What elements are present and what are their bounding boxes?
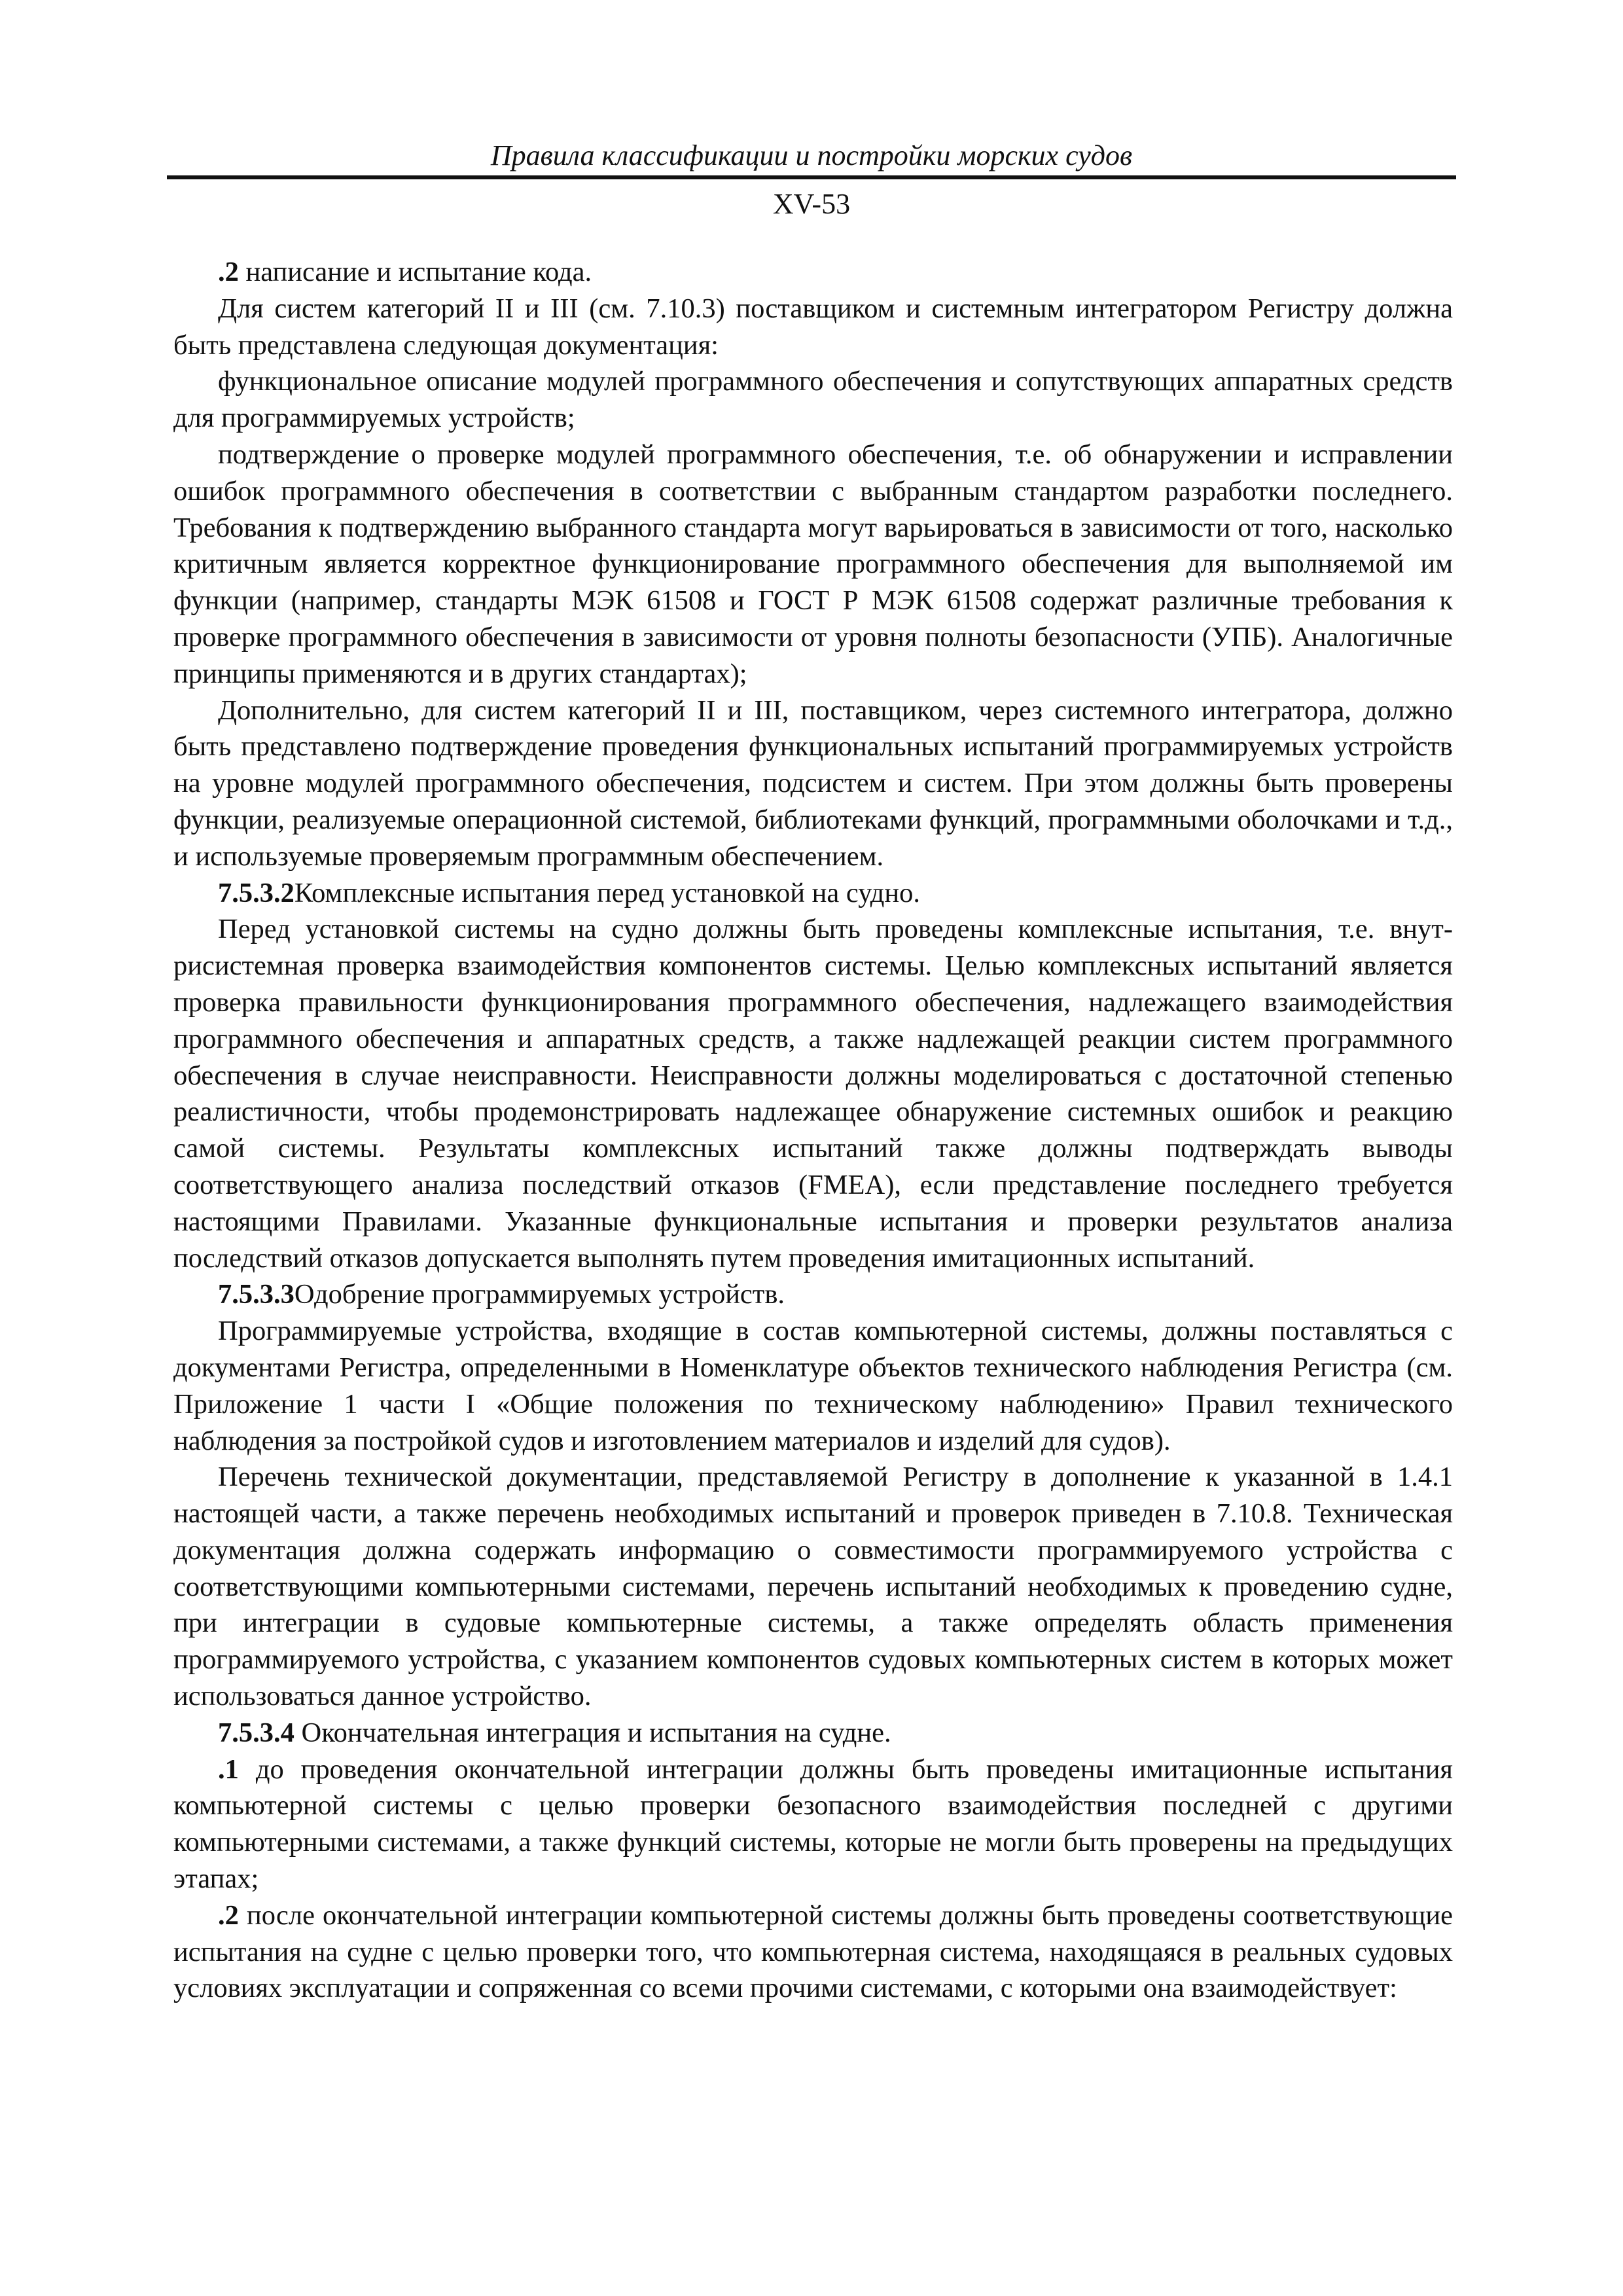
section-title: Окончательная интеграция и испытания на судне. (294, 1717, 891, 1748)
section-number: 7.5.3.3 (218, 1279, 294, 1310)
paragraph-programmable-devices: Программируемые устройства, входящие в состав компьютерной системы, должны поставляться с документами Регистра, определенными в Номенклатуре объектов технического наблюдения Регистра (см. Приложение 1 части I «Общие положения по техническому наблюдению» Правил технического наблюдения за постройкой судов и изготовлением материалов и изделий для судов). (173, 1316, 1453, 1456)
section-number: 7.5.3.4 (218, 1717, 294, 1748)
paragraph-text: до проведения окончательной интеграции должны быть проведены имитационные испытания компьютерной системы с целью проверки безопасного взаимодействия последней с другими компьютерными системами, а также функций системы, которые не могли быть проверены на предыдущих этапах; (173, 1753, 1453, 1895)
running-header-title: Правила классификации и постройки морских судов (490, 139, 1133, 171)
item-number: .2 (218, 257, 239, 287)
paragraph-item-2 (173, 254, 1453, 291)
paragraph-item-2-final (173, 1897, 1453, 2007)
document-body (173, 254, 1453, 2007)
paragraph-complex-tests: Перед установкой системы на судно должны быть проведены комплексные испытания, т.е. внутрисистемная проверка взаимодействия компонентов системы. Целью комплексных испытаний является проверка правильности функционирования программного обеспечения, надлежащего взаимодействия программного обеспечения и аппаратных средств, а также надлежащей реакции систем программного обеспечения в случае неисправности. Неисправности должны моделироваться с достаточной степенью реалистичности, чтобы продемонстрировать надлежащее обнаружение системных ошибок и реакцию самой системы. Результаты комплексных испытаний также должны подтверждать выводы соответствующего анализа последствий отказов (FMEA), если представление последнего требуется настоящими Правилами. Указанные функциональные испытания и проверки результатов анализа последствий отказов допускается выполнять путем проведения имитационных испытаний. (173, 914, 1453, 1274)
paragraph-technical-documentation: Перечень технической документации, представляемой Регистру в дополнение к указанной в 1.4.1 настоящей части, а также перечень необходимых испытаний и проверок приведен в 7.10.8. Техническая документация должна содержать информацию о совместимости программируемого устройства с соответствующими компьютерными системами, перечень испытаний необходимых к проведению судне, при интеграции в судовые компьютерные системы, а также определять область применения программируемого устройства, с указанием компонентов судовых компьютерных систем в которых может использоваться данное устройство. (173, 1462, 1453, 1712)
paragraph-text: написание и испытание кода. (238, 257, 592, 287)
section-heading-7-5-3-3 (173, 1276, 1453, 1313)
section-number: 7.5.3.2 (218, 877, 294, 908)
page-number: XV-53 (772, 188, 851, 220)
paragraph-text: после окончательной интеграции компьютерной системы должны быть проведены соответствующие испытания на судне с целью проверки того, что компьютерная система, находящаяся в реальных судовых условиях эксплуатации и сопряженная со всеми прочими системами, с которыми она взаимодействует: (173, 1899, 1453, 2004)
header-rule (167, 175, 1456, 179)
paragraph-verification-confirmation: подтверждение о проверке модулей программного обеспечения, т.е. об обнаружении и исправлении ошибок программного обеспечения в соответствии с выбранным стандартом разработки последнего. Требования к подтверждению выбранного стандарта могут варьироваться в зависимости от того, насколько критичным является корректное функционирование программного обеспечения для выполняемой им функции (например, стандарты МЭК 61508 и ГОСТ Р МЭК 61508 содержат различные требования к проверке программного обеспечения в зависимости от уровня полноты безопасности (УПБ). Аналогичные принципы применяются и в других стандартах); (173, 439, 1453, 689)
section-title: Одобрение программируемых устройств. (294, 1279, 785, 1310)
section-heading-7-5-3-2 (173, 875, 1453, 912)
item-number: .1 (218, 1753, 239, 1785)
paragraph-item-1 (173, 1751, 1453, 1897)
item-number: .2 (218, 1899, 239, 1931)
paragraph-functional-description: функциональное описание модулей программного обеспечения и сопутствующих аппаратных средств для программируемых устройств; (173, 366, 1453, 434)
section-heading-7-5-3-4 (173, 1715, 1453, 1751)
paragraph-additional-testing: Дополнительно, для систем категорий II и III, поставщиком, через системного интегратора, должно быть представлено подтверждение проведения функциональных испытаний программируемых устройств на уровне модулей программного обеспечения, подсистем и систем. При этом должны быть проверены функции, реализуемые операционной системой, библиотеками функций, программными оболочками и т.д., и используемые проверяемым программным обеспечением. (173, 694, 1453, 872)
paragraph-documentation-intro: Для систем категорий II и III (см. 7.10.3) поставщиком и системным интегратором Регистру должна быть представлена следующая документация: (173, 293, 1453, 361)
section-title: Комплексные испытания перед установкой на судно. (294, 877, 921, 908)
